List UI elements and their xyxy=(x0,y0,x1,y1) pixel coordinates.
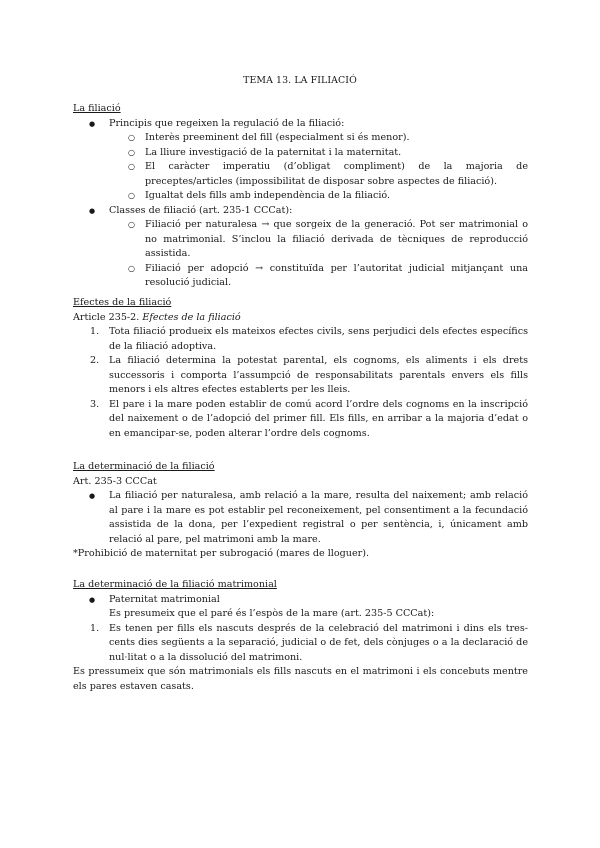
numbered-item: 3. El pare i la mare poden establir de comú acord l’ordre dels cognoms en la inscripció del naixement o de l’adopció del primer fill. Els fills, en arribar a la majoria d’edat o en emancipar-se, poden alterar l’ordre dels cognoms. xyxy=(90,398,528,439)
section-determinacio xyxy=(73,460,528,562)
article-reference: Art. 235-3 CCCat xyxy=(73,475,157,487)
sub-list-item: ○ La lliure investigació de la paternitat i la maternitat. xyxy=(73,146,528,161)
bullet-list xyxy=(73,117,528,291)
list-item: ● Classes de filiació (art. 235-1 CCCat): xyxy=(73,204,528,219)
note: *Prohibició de maternitat per subrogació (mares de lloguer). xyxy=(73,548,370,559)
sub-list-item: ○ Filiació per adopció → constituïda per l’autoritat judicial mitjançant una resolució judicial. xyxy=(73,262,528,291)
article-prefix: Article 235-2. xyxy=(73,311,143,323)
numbered-item: 1. Es tenen per fills els nascuts després de la celebració del matrimoni i dins els tres-cents dies següents a la separació, judicial o de fet, dels cònjuges o a la declaració de nul·litat o a la dissolució del matrimoni. xyxy=(90,622,528,663)
section-heading: La determinació de la filiació xyxy=(73,461,215,472)
bullet-list xyxy=(73,593,528,608)
article-reference xyxy=(73,311,528,326)
numbered-item: 1. Tota filiació produeix els mateixos efectes civils, sens perjudici dels efectes específics de la filiació adoptiva. xyxy=(90,326,528,352)
sub-list-item: ○ Igualtat dels fills amb independència de la filiació. xyxy=(73,189,528,204)
section-heading: La filiació xyxy=(73,103,121,114)
presumption-line: Es presumeix que el paré és l’espòs de la mare (art. 235-5 CCCat): xyxy=(109,608,435,619)
section-efectes xyxy=(73,296,528,441)
sub-list-item: ○ Interès preeminent del fill (especialment si és menor). xyxy=(73,131,528,146)
section-heading: La determinació de la filiació matrimonial xyxy=(73,579,277,590)
document-title: TEMA 13. LA FILIACIÓ xyxy=(243,75,357,86)
closing-paragraph: Es pressumeix que són matrimonials els fills nascuts en el matrimoni i els concebuts mentre els pares estaven casats. xyxy=(73,666,528,692)
list-item: ● La filiació per naturalesa, amb relació a la mare, resulta del naixement; amb relació al pare i la mare es pot establir pel reconeixement, pel consentiment a la fecundació assistida de la dona, per l’expedient registral o per sentència, i, únicament amb relació al pare, pel matrimoni amb la mare. xyxy=(73,489,528,547)
numbered-list xyxy=(73,622,528,666)
list-item: ● Paternitat matrimonial xyxy=(73,593,528,608)
section-filiacio xyxy=(73,102,528,291)
section-heading: Efectes de la filiació xyxy=(73,297,172,308)
article-title: Efectes de la filiació xyxy=(142,311,241,323)
sub-list-item: ○ Filiació per naturalesa → que sorgeix de la generació. Pot ser matrimonial o no matrimonial. S’inclou la filiació derivada de tècniques de reproducció assistida. xyxy=(73,218,528,262)
sub-list-item: ○ El caràcter imperatiu (d’obligat compliment) de la majoria de preceptes/articles (impossibilitat de disposar sobre aspectes de filiació). xyxy=(73,160,528,189)
bullet-list xyxy=(73,489,528,547)
section-determinacio-matrimonial xyxy=(73,578,528,694)
list-item: ● Principis que regeixen la regulació de la filiació: xyxy=(73,117,528,132)
numbered-list xyxy=(73,325,528,441)
numbered-item: 2. La filiació determina la potestat parental, els cognoms, els aliments i els drets successoris i comporta l’assumpció de responsabilitats parentals envers els fills menors i els altres efectes establerts per les lleis. xyxy=(90,355,528,395)
